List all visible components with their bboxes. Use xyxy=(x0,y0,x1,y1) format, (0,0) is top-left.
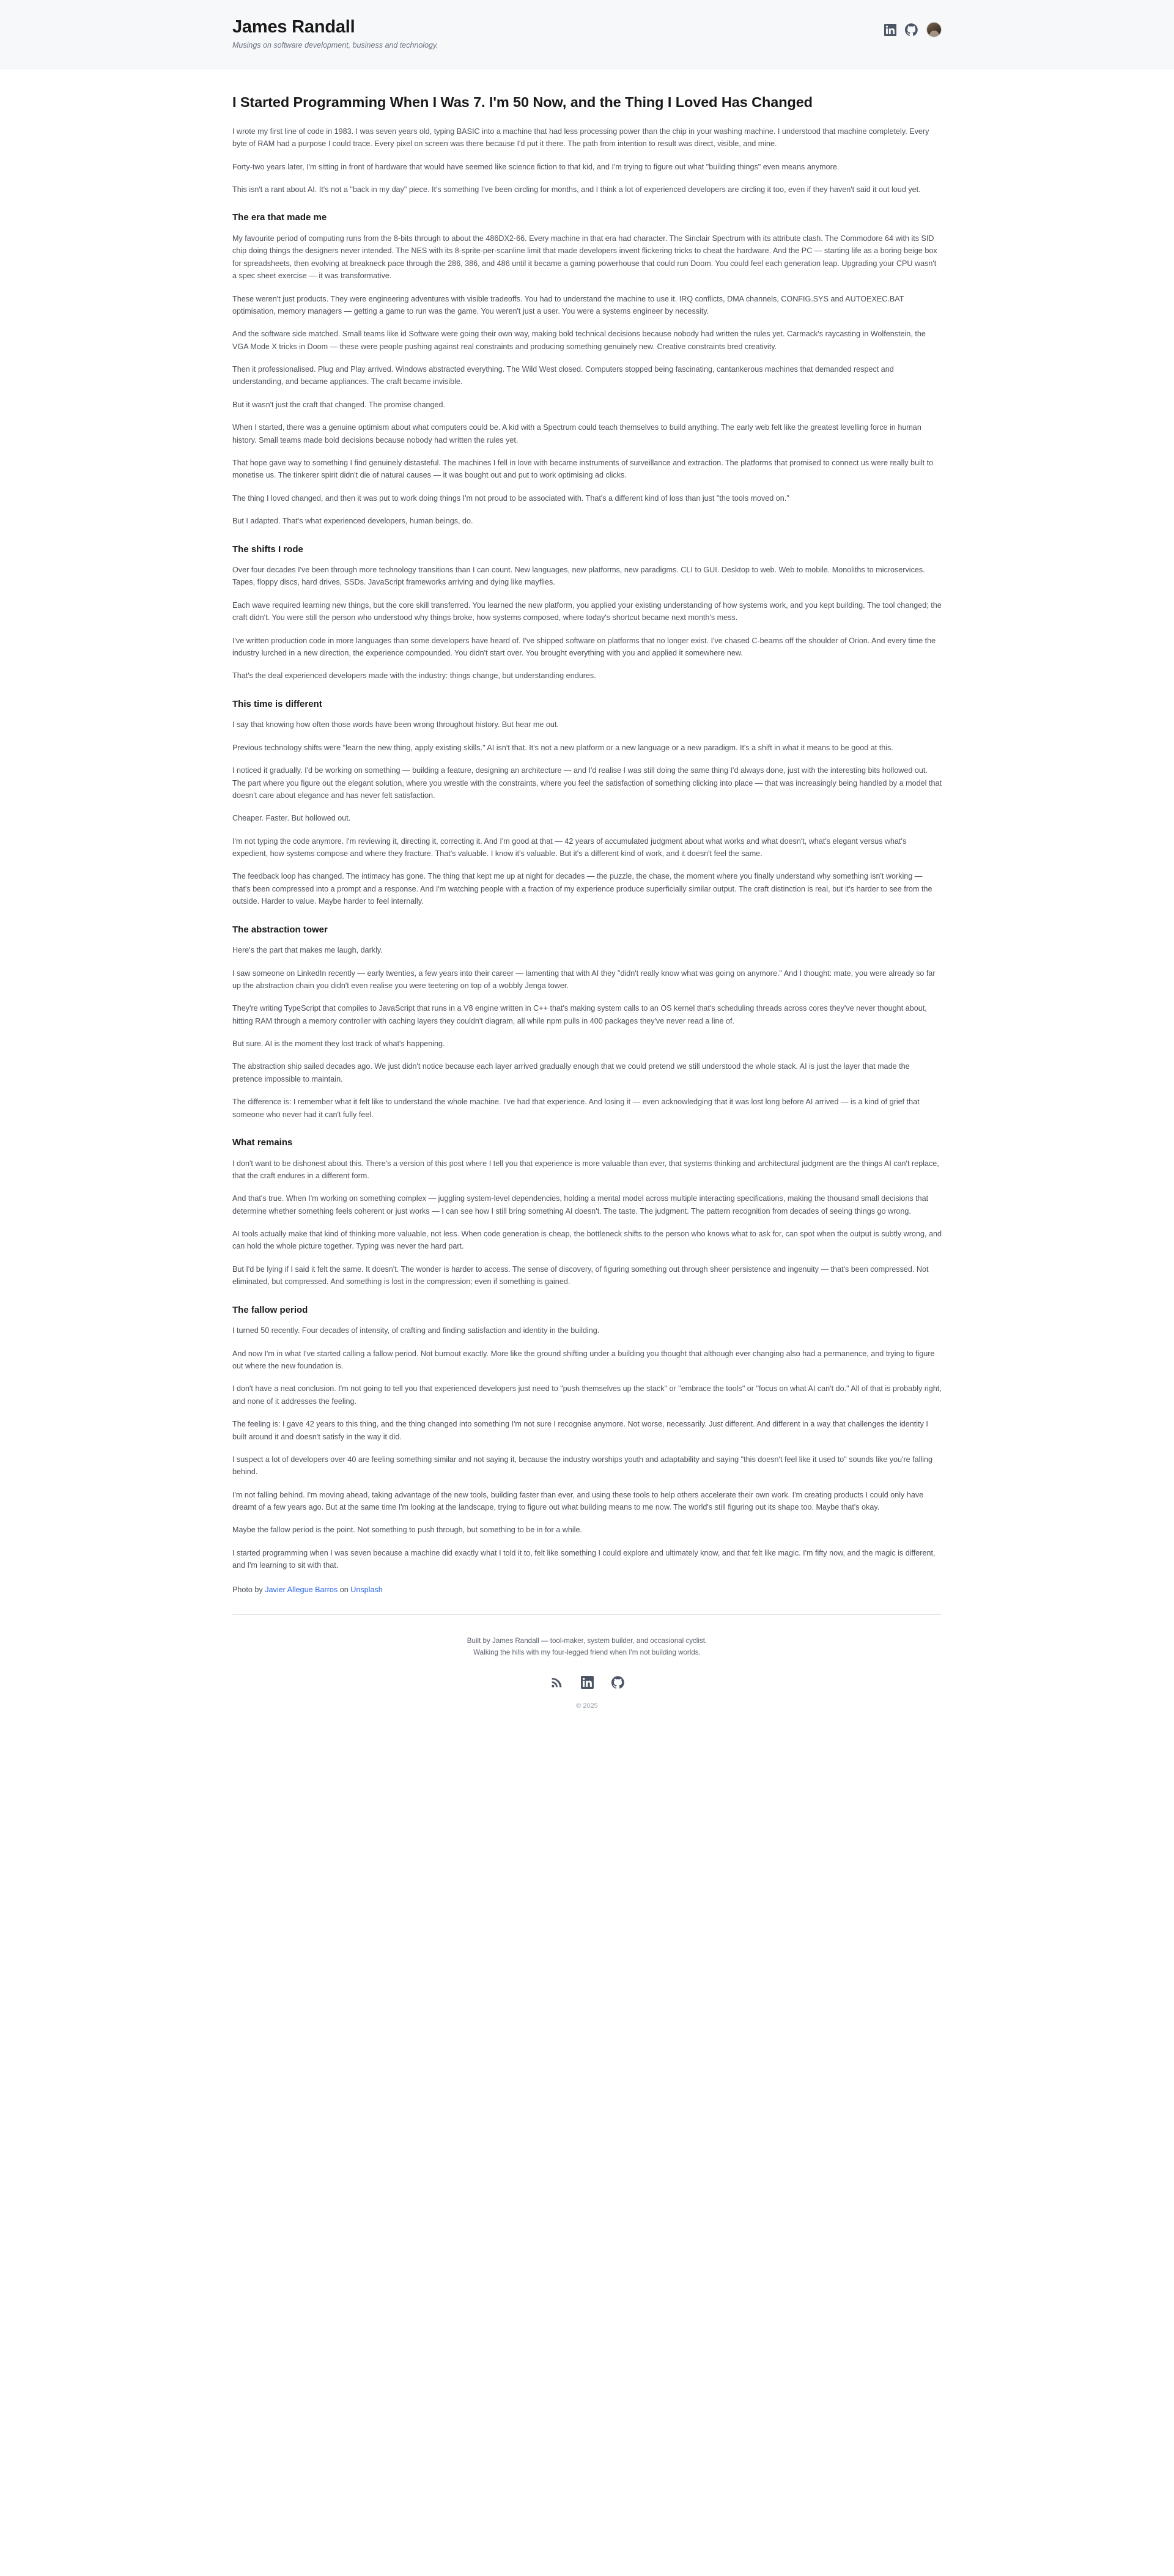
article-paragraph: Cheaper. Faster. But hollowed out. xyxy=(232,814,351,823)
article-paragraph: But sure. AI is the moment they lost track of what's happening. xyxy=(232,1039,445,1049)
article-paragraph: I say that knowing how often those words have been wrong throughout history. But hear me out. xyxy=(232,720,559,729)
article-paragraph: This isn't a rant about AI. It's not a "back in my day" piece. It's something I've been circling for months, and I think a lot of experienced developers are circling it too, even if they haven't said it out loud yet. xyxy=(232,185,921,194)
article-paragraph: And that's true. When I'm working on something complex — juggling system-level dependencies, holding a mental model across multiple interacting specifications, making the thousand small decisions that determine whether something feels coherent or just works — I can see how I still bring something AI doesn't. The taste. The judgment. The pattern recognition from decades of seeing things go wrong. xyxy=(232,1194,929,1216)
article-paragraph: I'm not falling behind. I'm moving ahead, taking advantage of the new tools, building faster than ever, and using these tools to help others accelerate their own work. I'm creating products I could only have dreamt of a few years ago. But at the same time I'm looking at the landscape, trying to figure out what building means to me now. The world's still figuring out its shape too. Maybe that's okay. xyxy=(232,1490,924,1512)
site-tagline: Musings on software development, business and technology. xyxy=(232,41,438,50)
github-icon[interactable] xyxy=(611,1675,624,1689)
avatar[interactable] xyxy=(926,22,942,37)
site-header xyxy=(0,0,1174,68)
article xyxy=(232,68,942,1596)
footer-tagline-1: Built by James Randall — tool-maker, system builder, and occasional cyclist. xyxy=(467,1637,707,1645)
article-paragraph: The difference is: I remember what it felt like to understand the whole machine. I've had that experience. And losing it — even acknowledging that it was lost long before AI arrived — is a kind of grief that someone who never had it can't fully feel. xyxy=(232,1098,920,1119)
article-paragraph: I started programming when I was seven because a machine did exactly what I told it to, felt like something I could explore and ultimately know, and that felt like magic. I'm fifty now, and the magic is different, and I'm learning to sit with that. xyxy=(232,1548,936,1570)
article-paragraph: I saw someone on LinkedIn recently — early twenties, a few years into their career — lamenting that with AI they "didn't really know what was going on anymore." And I thought: mate, you were already so far up the abstraction chain you didn't even realise you were teetering on top of a wobbly Jenga tower. xyxy=(232,969,936,990)
article-paragraph: They're writing TypeScript that compiles to JavaScript that runs in a V8 engine written in C++ that's making system calls to an OS kernel that's scheduling threads across cores they've never thought about, hitting RAM through a memory controller with caching layers they couldn't diagram, all while npm pulls in 400 packages they've never read a line of. xyxy=(232,1004,927,1025)
article-paragraph: Maybe the fallow period is the point. Not something to push through, but something to be in for a while. xyxy=(232,1526,582,1535)
article-paragraph: Each wave required learning new things, but the core skill transferred. You learned the new platform, you applied your existing understanding of how systems work, and you kept building. The tool changed; the craft didn't. You were still the person who understood why things broke, how systems composed, where today's shortcut became next month's mess. xyxy=(232,600,942,622)
footer-social-links xyxy=(232,1675,942,1689)
section-heading: The shifts I rode xyxy=(232,544,303,555)
article-paragraph: I wrote my first line of code in 1983. I was seven years old, typing BASIC into a machine that had less processing power than the chip in your washing machine. I understood that machine completely. Every byte of RAM had a purpose I could trace. Every pixel on screen was there because I'd put it there. The path from intention to result was direct, visible, and mine. xyxy=(232,127,929,149)
section-heading: The era that made me xyxy=(232,212,327,223)
article-paragraph: I don't have a neat conclusion. I'm not going to tell you that experienced developers just need to "push themselves up the stack" or "embrace the tools" or "focus on what AI can't do." All of that is probably right, and none of it addresses the feeling. xyxy=(232,1384,942,1406)
rss-icon[interactable] xyxy=(550,1675,563,1689)
section-heading: The fallow period xyxy=(232,1304,308,1315)
photo-credit-middle: on xyxy=(338,1585,351,1594)
photographer-link[interactable]: Javier Allegue Barros xyxy=(265,1585,338,1594)
article-paragraph: Previous technology shifts were "learn the new thing, apply existing skills." AI isn't that. It's not a new platform or a new language or a new paradigm. It's a shift in what it means to be good at this. xyxy=(232,743,893,752)
page-title: I Started Programming When I Was 7. I'm 50 Now, and the Thing I Loved Has Changed xyxy=(232,94,813,111)
photo-credit xyxy=(232,1582,942,1596)
article-paragraph: The abstraction ship sailed decades ago. We just didn't notice because each layer arrived gradually enough that we could pretend we still understood the whole stack. AI is just the layer that made the pretence impossible to maintain. xyxy=(232,1062,910,1083)
footer-tagline-2: Walking the hills with my four-legged friend when I'm not building worlds. xyxy=(473,1648,701,1656)
linkedin-icon[interactable] xyxy=(884,23,896,36)
photo-credit-prefix: Photo by xyxy=(232,1585,265,1594)
article-paragraph: AI tools actually make that kind of thinking more valuable, not less. When code generation is cheap, the bottleneck shifts to the person who knows what to ask for, can spot when the output is subtly wrong, and can hold the whole picture together. Typing was never the hard part. xyxy=(232,1230,942,1251)
article-paragraph: The thing I loved changed, and then it was put to work doing things I'm not proud to be associated with. That's a different kind of loss than just "the tools moved on." xyxy=(232,493,789,503)
article-paragraph: When I started, there was a genuine optimism about what computers could be. A kid with a Spectrum could teach themselves to build anything. The early web felt like the greatest levelling force in human history. Small teams made bold decisions because nobody had written the rules yet. xyxy=(232,423,921,445)
copyright: © 2025 xyxy=(576,1702,598,1710)
article-paragraph: My favourite period of computing runs from the 8-bits through to about the 486DX2-66. Every machine in that era had character. The Sinclair Spectrum with its attribute clash. The Commodore 64 with its SID chip doing things the designers never intended. The NES with its 8-sprite-per-scanline limit that made developers invent flickering tricks to cheat the hardware. And the PC — starting life as a boring beige box for spreadsheets, then evolving at breakneck pace through the 286, 386, and 486 until it became a gaming powerhouse that could run Doom. You could feel each generation leap. Upgrading your CPU wasn't a spec sheet exercise — it was transformative. xyxy=(232,234,937,281)
section-heading: The abstraction tower xyxy=(232,924,328,935)
linkedin-icon[interactable] xyxy=(580,1675,594,1689)
article-paragraph: The feedback loop has changed. The intimacy has gone. The thing that kept me up at night for decades — the puzzle, the chase, the moment where you finally understand why something isn't working — that's been compressed into a prompt and a response. And I'm watching people with a fraction of my experience produce superficially similar output. The craft distinction is real, but it's harder to see from the outside. Harder to value. Maybe harder to feel internally. xyxy=(232,872,932,906)
article-paragraph: Over four decades I've been through more technology transitions than I can count. New languages, new platforms, new paradigms. CLI to GUI. Desktop to web. Web to mobile. Monoliths to microservices. Tapes, floppy discs, hard drives, SSDs. JavaScript frameworks arriving and dying like mayflies. xyxy=(232,566,925,587)
header-inner xyxy=(232,17,942,50)
site-title: James Randall xyxy=(232,17,355,37)
article-paragraph: I've written production code in more languages than some developers have heard of. I've shipped software on platforms that no longer exist. I've chased C-beams off the shoulder of Orion. And every time the industry lurched in a new direction, the experience compounded. You didn't start over. You brought everything with you and applied it somewhere new. xyxy=(232,636,936,658)
article-paragraph: And now I'm in what I've started calling a fallow period. Not burnout exactly. More like the ground shifting under a building you thought that although ever changing also had a permanence, and trying to figure out where the new foundation is. xyxy=(232,1349,935,1370)
article-paragraph: But I adapted. That's what experienced developers, human beings, do. xyxy=(232,517,473,526)
article-paragraph: But I'd be lying if I said it felt the same. It doesn't. The wonder is harder to access. The sense of discovery, of figuring something out through sheer persistence and ingenuity — that's been compressed. Not eliminated, but compressed. And something is lost in the compression; even if something is gained. xyxy=(232,1264,929,1286)
site-branding[interactable] xyxy=(232,17,438,50)
article-paragraph: I suspect a lot of developers over 40 are feeling something similar and not saying it, because the industry worships youth and adaptability and saying "this doesn't feel like it used to" sounds like you're falling behind. xyxy=(232,1455,933,1477)
github-icon[interactable] xyxy=(905,23,918,36)
article-paragraph: That's the deal experienced developers made with the industry: things change, but understanding endures. xyxy=(232,671,596,681)
unsplash-link[interactable]: Unsplash xyxy=(350,1585,383,1594)
article-paragraph: Forty-two years later, I'm sitting in front of hardware that would have seemed like science fiction to that kid, and I'm trying to figure out what "building things" even means anymore. xyxy=(232,162,840,171)
article-paragraph: I turned 50 recently. Four decades of intensity, of crafting and finding satisfaction and identity in the building. xyxy=(232,1326,600,1335)
article-paragraph: I'm not typing the code anymore. I'm reviewing it, directing it, correcting it. And I'm good at that — 42 years of accumulated judgment about what works and what doesn't, what's elegant versus what's expedient, how systems compose and where they fracture. That's valuable. I know it's valuable. But it's a different kind of work, and it doesn't feel the same. xyxy=(232,836,907,858)
article-paragraph: Then it professionalised. Plug and Play arrived. Windows abstracted everything. The Wild West closed. Computers stopped being fascinating, cantankerous machines that demanded respect and understanding, and became appliances. The craft became invisible. xyxy=(232,365,894,386)
article-paragraph: These weren't just products. They were engineering adventures with visible tradeoffs. You had to understand the machine to use it. IRQ conflicts, DMA channels, CONFIG.SYS and AUTOEXEC.BAT optimisation, memory managers — getting a game to run was the game. You weren't just a user. You were a systems engineer by necessity. xyxy=(232,294,904,316)
article-paragraph: And the software side matched. Small teams like id Software were going their own way, making bold technical decisions because nobody had written the rules yet. Carmack's raycasting in Wolfenstein, the VGA Mode X tricks in Doom — these were people pushing against real constraints and producing something genuinely new. Creative constraints bred creativity. xyxy=(232,330,926,351)
article-paragraph: I noticed it gradually. I'd be working on something — building a feature, designing an architecture — and I'd realise I was still doing the same thing I'd always done, just with the interesting bits hollowed out. The part where you figure out the elegant solution, where you wrestle with the constraints, where you feel the satisfaction of something clicking into place — that was increasingly being handled by a model that doesn't care about elegance and has never felt satisfaction. xyxy=(232,766,942,800)
header-social-links xyxy=(884,17,942,37)
site-footer xyxy=(232,1614,942,1734)
article-paragraph: I don't want to be dishonest about this. There's a version of this post where I tell you that experience is more valuable than ever, that systems thinking and architectural judgment are the things AI can't replace, that the craft endures in a different form. xyxy=(232,1159,939,1180)
article-body xyxy=(232,125,942,1572)
article-paragraph: But it wasn't just the craft that changed. The promise changed. xyxy=(232,400,446,409)
section-heading: This time is different xyxy=(232,698,322,709)
article-paragraph: That hope gave way to something I find genuinely distasteful. The machines I fell in love with became instruments of surveillance and extraction. The platforms that promised to connect us were really built to monetise us. The tinkerer spirit didn't die of natural causes — it was bought out and put to work optimising ad clicks. xyxy=(232,459,934,480)
article-paragraph: Here's the part that makes me laugh, darkly. xyxy=(232,946,383,955)
section-heading: What remains xyxy=(232,1137,293,1148)
article-paragraph: The feeling is: I gave 42 years to this thing, and the thing changed into something I'm not sure I recognise anymore. Not worse, necessarily. Just different. And different in a way that challenges the identity I built around it and doesn't satisfy in the way it did. xyxy=(232,1420,928,1441)
